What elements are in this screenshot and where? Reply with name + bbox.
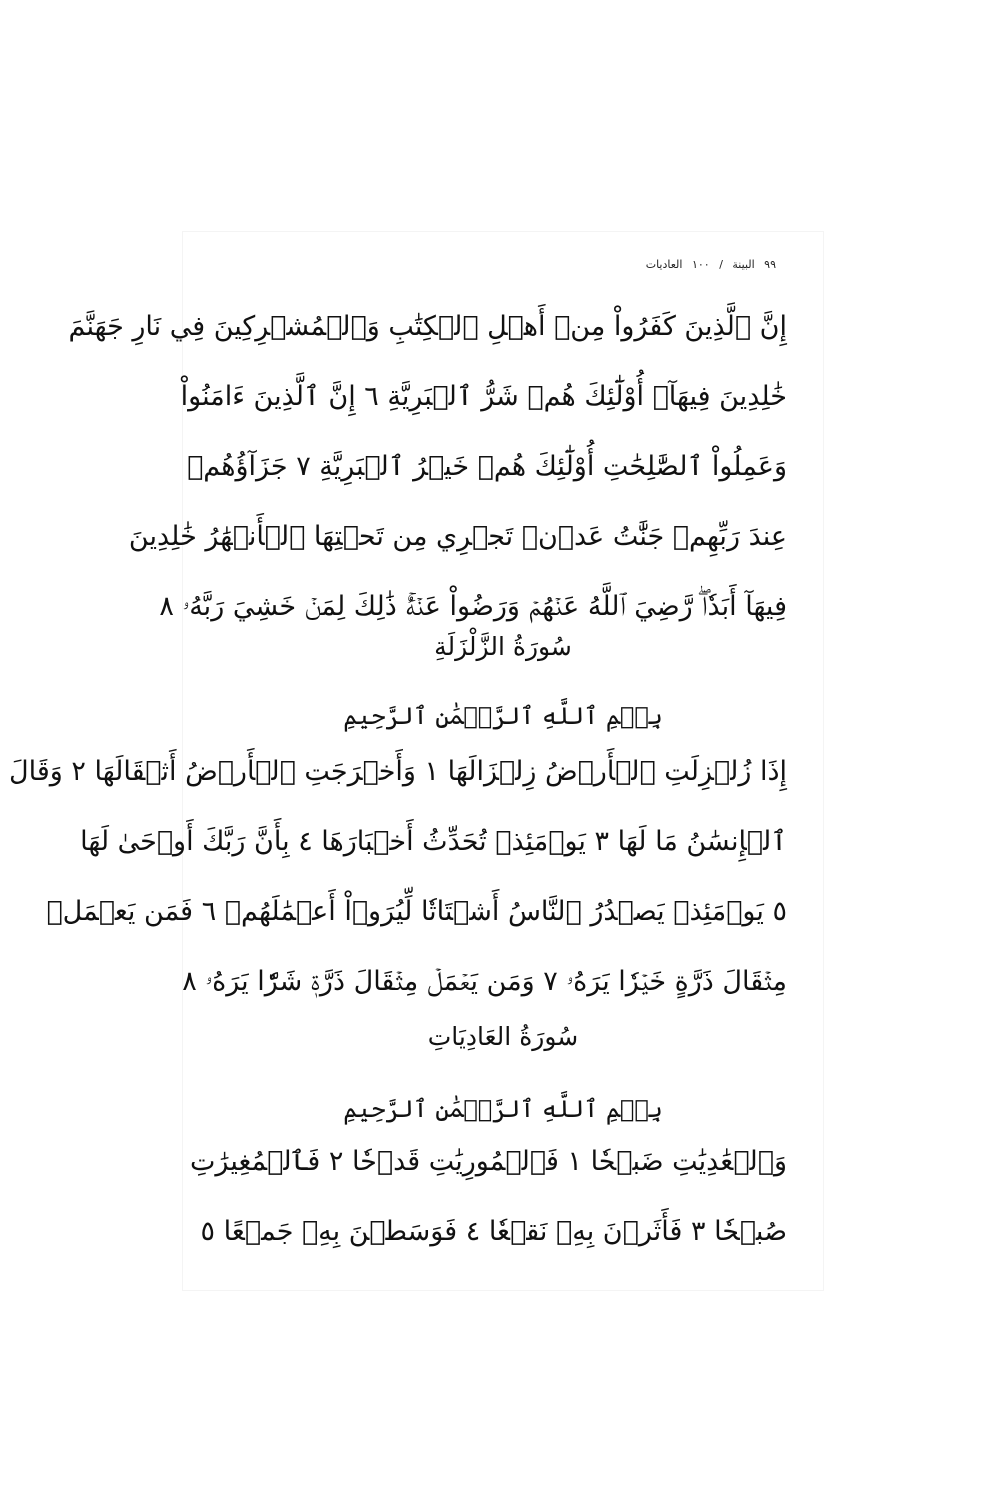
basmala-adiyat: بِسۡمِ ٱللَّهِ ٱلرَّحۡمَٰنِ ٱلرَّحِيمِ xyxy=(343,1095,663,1123)
header-separator: / xyxy=(719,258,723,271)
verse-line: ٥ يَوۡمَئِذٖ يَصۡدُرُ ٱلنَّاسُ أَشۡتَاتٗا لِّيُرَوۡاْ أَعۡمَٰلَهُمۡ ٦ فَمَن يَعۡمَلۡ xyxy=(46,896,787,927)
verse-line: خَٰلِدِينَ فِيهَآۚ أُوْلَٰٓئِكَ هُمۡ شَرُّ ٱلۡبَرِيَّةِ ٦ إِنَّ ٱلَّذِينَ ءَامَنُواْ xyxy=(180,381,787,412)
verse-line: ٱلۡإِنسَٰنُ مَا لَهَا ٣ يَوۡمَئِذٖ تُحَدِّثُ أَخۡبَارَهَا ٤ بِأَنَّ رَبَّكَ أَوۡحَىٰ لَهَا xyxy=(80,826,787,857)
verse-line: إِذَا زُلۡزِلَتِ ٱلۡأَرۡضُ زِلۡزَالَهَا ١ وَأَخۡرَجَتِ ٱلۡأَرۡضُ أَثۡقَالَهَا ٢ وَقَالَ xyxy=(9,756,787,787)
surah-title-zalzala: سُورَةُ الزَّلْزَلَةِ xyxy=(434,632,572,661)
mushaf-page xyxy=(9,232,823,1290)
page-header xyxy=(643,258,779,271)
verse-line: وَٱلۡعَٰدِيَٰتِ ضَبۡحٗا ١ فَٱلۡمُورِيَٰتِ قَدۡحٗا ٢ فَٱلۡمُغِيرَٰتِ xyxy=(190,1146,787,1177)
bayyina-verses xyxy=(68,292,787,642)
header-surah-98: البينة xyxy=(732,258,755,271)
verse-line: مِثۡقَالَ ذَرَّةٍ خَيۡرٗا يَرَهُۥ ٧ وَمَن يَعۡمَلۡ مِثۡقَالَ ذَرَّةٖ شَرّٗا يَرَهُۥ ٨ xyxy=(182,966,787,997)
header-surah-100: العاديات xyxy=(645,258,683,271)
adiyat-verses xyxy=(190,1127,787,1267)
verse-line: فِيهَآ أَبَدٗاۖ رَّضِيَ ٱللَّهُ عَنۡهُمۡ وَرَضُواْ عَنۡهُۚ ذَٰلِكَ لِمَنۡ خَشِيَ رَبَّهُۥ ٨ xyxy=(159,591,787,622)
verse-line: عِندَ رَبِّهِمۡ جَنَّٰتُ عَدۡنٖ تَجۡرِي مِن تَحۡتِهَا ٱلۡأَنۡهَٰرُ خَٰلِدِينَ xyxy=(128,521,787,552)
basmala-zalzala: بِسۡمِ ٱللَّهِ ٱلرَّحۡمَٰنِ ٱلرَّحِيمِ xyxy=(343,702,663,730)
header-surah-100-number: ١٠٠ xyxy=(691,258,710,271)
verse-line: وَعَمِلُواْ ٱلصَّٰلِحَٰتِ أُوْلَٰٓئِكَ هُمۡ خَيۡرُ ٱلۡبَرِيَّةِ ٧ جَزَآؤُهُمۡ xyxy=(187,451,787,482)
surah-title-adiyat: سُورَةُ العَادِيَاتِ xyxy=(427,1022,579,1051)
verse-line: إِنَّ ٱلَّذِينَ كَفَرُواْ مِنۡ أَهۡلِ ٱلۡكِتَٰبِ وَٱلۡمُشۡرِكِينَ فِي نَارِ جَهَنَّمَ xyxy=(68,311,787,342)
zalzala-verses xyxy=(9,737,787,1017)
page-number: ٩٩ xyxy=(764,258,776,271)
verse-line: صُبۡحٗا ٣ فَأَثَرۡنَ بِهِۦ نَقۡعٗا ٤ فَوَسَطۡنَ بِهِۦ جَمۡعًا ٥ xyxy=(200,1216,787,1247)
